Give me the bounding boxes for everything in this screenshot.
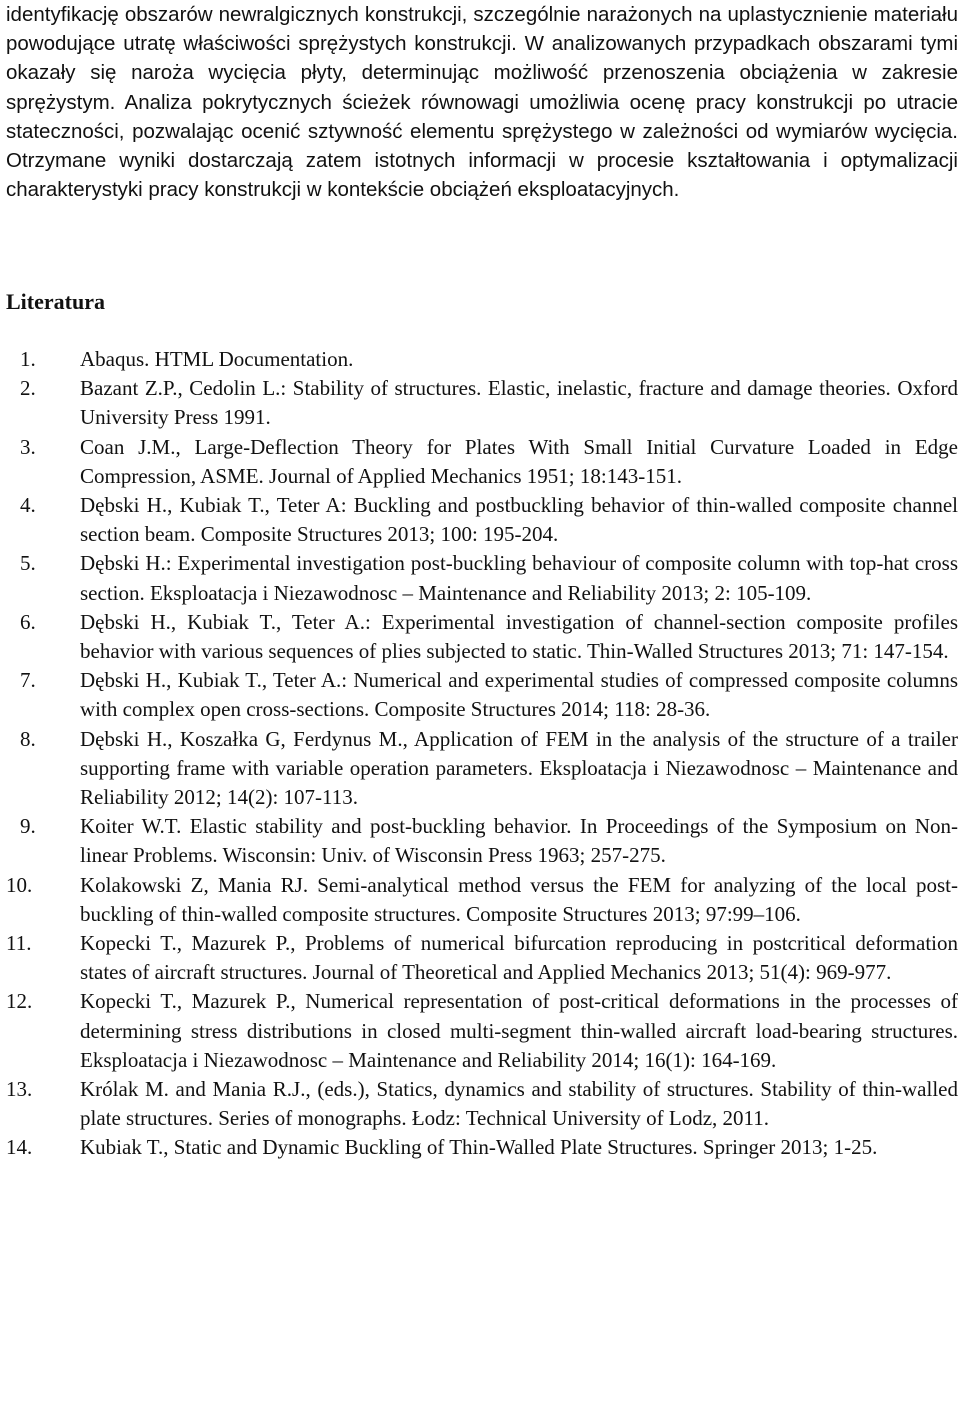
reference-number: 8. [20,726,36,751]
reference-text: Kubiak T., Static and Dynamic Buckling of Thin-Walled Plate Structures. Springer 2013; 1-25. [80,1135,878,1160]
reference-item [6,725,958,813]
reference-item [6,1133,958,1162]
reference-text: Dębski H., Koszałka G, Ferdynus M., Application of FEM in the analysis of the structure of a trailer supporting frame with variable operation parameters. Eksploatacja i Niezawodnosc – Maintenance and Reliability 2012; 14(2): 107-113. [80,726,958,810]
reference-item [6,987,958,1075]
reference-item [6,608,958,666]
reference-number: 14. [6,1135,33,1160]
reference-number: 2. [20,376,36,401]
reference-item [6,1075,958,1133]
reference-list [6,345,958,1163]
reference-text: Dębski H., Kubiak T., Teter A: Buckling and postbuckling behavior of thin-walled composite channel section beam. Composite Structures 2013; 100: 195-204. [80,493,958,547]
reference-number: 4. [20,493,36,518]
reference-text: Kopecki T., Mazurek P., Problems of numerical bifurcation reproducing in postcritical deformation states of aircraft structures. Journal of Theoretical and Applied Mechanics 2013; 51(4): 969-977. [80,931,958,985]
reference-number: 12. [6,989,33,1014]
reference-item [6,812,958,870]
reference-item [6,549,958,607]
reference-text: Dębski H.: Experimental investigation post-buckling behaviour of composite column with top-hat cross section. Eksploatacja i Niezawodnosc – Maintenance and Reliability 2013; 2: 105-109. [80,551,958,605]
reference-number: 1. [20,347,36,371]
reference-number: 3. [20,434,36,459]
reference-item [6,666,958,724]
reference-item [6,491,958,549]
reference-text: Kolakowski Z, Mania RJ. Semi-analytical method versus the FEM for analyzing of the local post-buckling of thin-walled composite structures. Composite Structures 2013; 97:99–106. [80,872,958,926]
reference-item [6,929,958,987]
reference-number: 9. [20,814,36,839]
intro-paragraph: identyfikację obszarów newralgicznych konstrukcji, szczególnie narażonych na uplastycznienie materiału powodujące utratę właściwości sprężystych konstrukcji. W analizowanych przypadkach obszarami tymi okazały się naroża wycięcia płyty, determinując możliwość przenoszenia obciążenia w zakresie sprężystym. Analiza pokrytycznych ścieżek równowagi umożliwia ocenę pracy konstrukcji po utracie stateczności, pozwalając ocenić sztywność elementu sprężystego w zależności od wymiarów wycięcia. Otrzymane wyniki dostarczają zatem istotnych informacji w procesie kształtowania i optymalizacji charakterystyki pracy konstrukcji w kontekście obciążeń eksploatacyjnych. [6,3,958,202]
reference-text: Abaqus. HTML Documentation. [80,347,354,371]
reference-number: 13. [6,1077,33,1102]
reference-number: 7. [20,668,36,693]
reference-text: Dębski H., Kubiak T., Teter A.: Numerical and experimental studies of compressed composite columns with complex open cross-sections. Composite Structures 2014; 118: 28-36. [80,668,958,722]
reference-number: 5. [20,551,36,576]
reference-text: Bazant Z.P., Cedolin L.: Stability of structures. Elastic, inelastic, fracture and damage theories. Oxford University Press 1991. [80,376,958,430]
reference-text: Dębski H., Kubiak T., Teter A.: Experimental investigation of channel-section composite profiles behavior with various sequences of plies subjected to static. Thin-Walled Structures 2013; 71: 147-154. [80,609,958,664]
reference-text: Koiter W.T. Elastic stability and post-buckling behavior. In Proceedings of the Symposium on Non-linear Problems. Wisconsin: Univ. of Wisconsin Press 1963; 257-275. [80,814,958,868]
reference-number: 10. [6,872,33,897]
reference-item [6,871,958,929]
reference-item [6,374,958,432]
reference-text: Kopecki T., Mazurek P., Numerical representation of post-critical deformations in the processes of determining stress distributions in closed multi-segment thin-walled aircraft load-bearing structures. Eksploatacja i Niezawodnosc – Maintenance and Reliability 2014; 16(1): 164-169. [80,989,958,1072]
reference-item [6,433,958,491]
reference-item [6,345,958,374]
reference-number: 11. [6,931,32,956]
reference-text: Królak M. and Mania R.J., (eds.), Statics, dynamics and stability of structures. Stability of thin-walled plate structures. Series of monographs. Łodz: Technical University of Lodz, 2011. [80,1077,958,1131]
literature-heading: Literatura [6,289,105,314]
reference-text: Coan J.M., Large-Deflection Theory for Plates With Small Initial Curvature Loaded in Edge Compression, ASME. Journal of Applied Mechanics 1951; 18:143-151. [80,434,958,488]
document-page [6,0,958,1160]
reference-number: 6. [20,609,36,634]
